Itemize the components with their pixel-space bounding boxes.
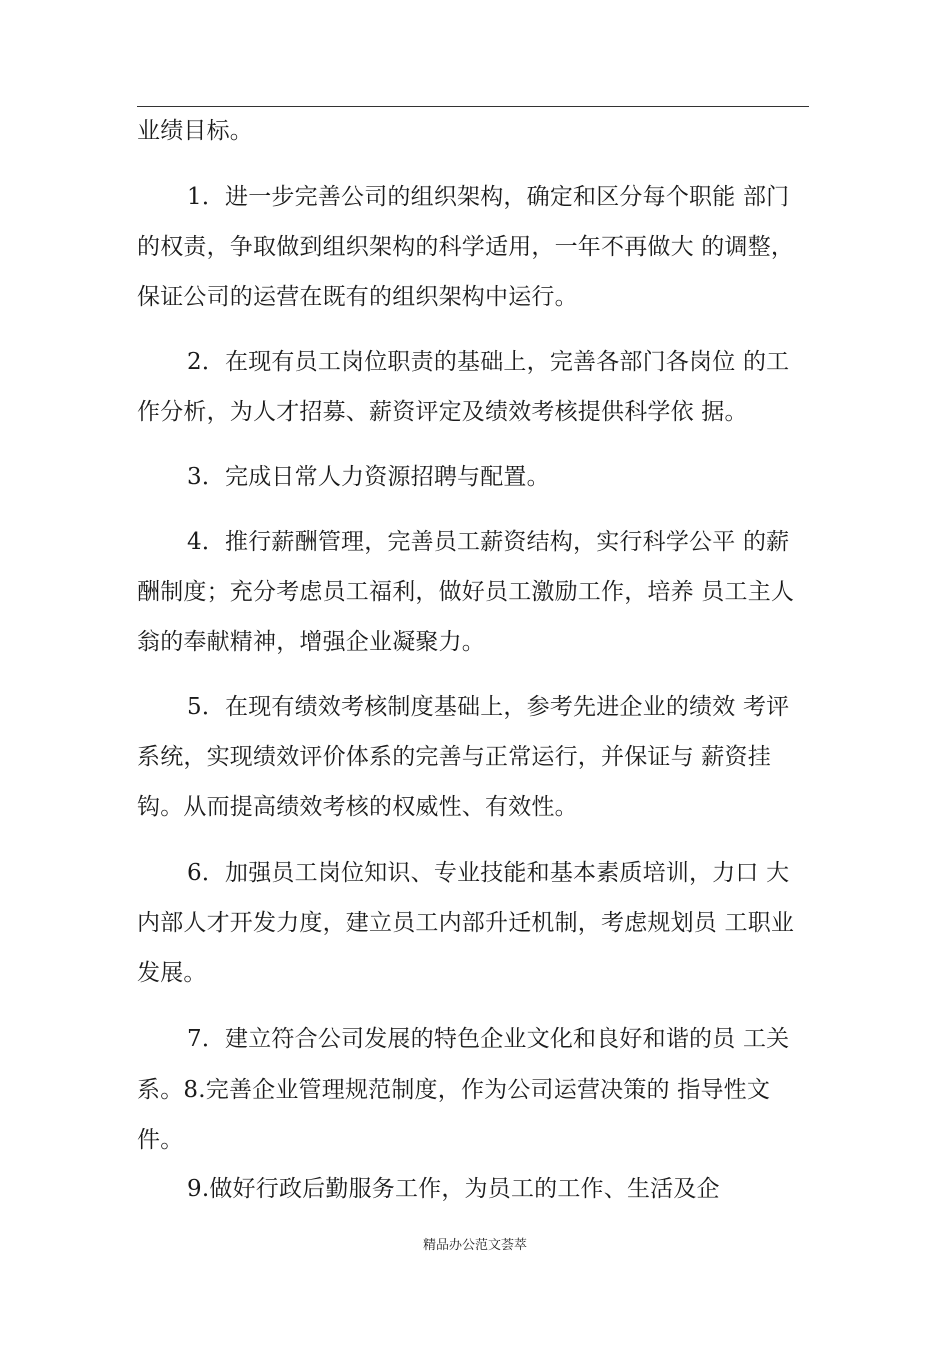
text-line: 系。8.完善企业管理规范制度，作为公司运营决策的 指导性文 — [137, 1077, 771, 1103]
text-line: 钩。从而提高绩效考核的权威性、有效性。 — [137, 794, 578, 820]
text-line: 保证公司的运营在既有的组织架构中运行。 — [137, 284, 578, 310]
text-line: 翁的奉献精神，增强企业凝聚力。 — [137, 629, 485, 655]
text-line: 内部人才开发力度，建立员工内部升迁机制，考虑规划员 工职业 — [137, 910, 795, 936]
text-line: 发展。 — [137, 960, 207, 986]
text-line: 9.做好行政后勤服务工作，为员工的工作、生活及企 — [187, 1176, 720, 1202]
text-line: 业绩目标。 — [137, 118, 253, 144]
text-line: 4．推行薪酬管理，完善员工薪资结构，实行科学公平 的薪 — [187, 529, 790, 555]
text-line: 7．建立符合公司发展的特色企业文化和良好和谐的员 工关 — [187, 1026, 790, 1052]
text-line: 3．完成日常人力资源招聘与配置。 — [187, 464, 550, 490]
page-footer: 精品办公范文荟萃 — [422, 1238, 527, 1253]
text-line: 2．在现有员工岗位职责的基础上，完善各部门各岗位 的工 — [187, 349, 790, 375]
text-line: 5．在现有绩效考核制度基础上，参考先进企业的绩效 考评 — [187, 694, 790, 720]
text-line: 酬制度；充分考虑员工福利，做好员工激励工作，培养 员工主人 — [137, 579, 795, 605]
text-line: 系统，实现绩效评价体系的完善与正常运行，并保证与 薪资挂 — [137, 744, 771, 770]
header-rule — [137, 106, 809, 107]
text-line: 作分析，为人才招募、薪资评定及绩效考核提供科学依 据。 — [137, 399, 748, 425]
text-line: 的权责，争取做到组织架构的科学适用，一年不再做大 的调整， — [137, 234, 795, 260]
text-line: 件。 — [137, 1127, 184, 1153]
text-line: 6．加强员工岗位知识、专业技能和基本素质培训，力口 大 — [187, 860, 790, 886]
text-line: 1．进一步完善公司的组织架构，确定和区分每个职能 部门 — [187, 184, 790, 210]
